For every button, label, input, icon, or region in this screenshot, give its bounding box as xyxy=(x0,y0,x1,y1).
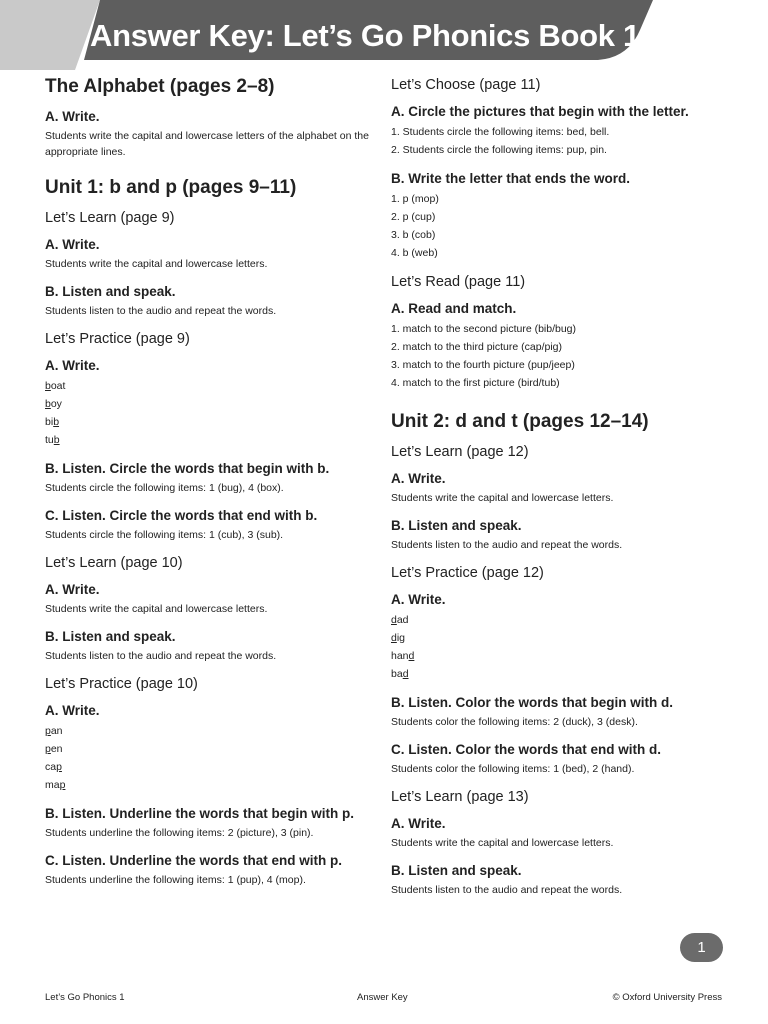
list-item: dig xyxy=(391,632,406,644)
learn10-a-text: Students write the capital and lowercase letters. xyxy=(45,603,268,615)
list-item: bad xyxy=(391,668,409,680)
practice10-c-title: C. Listen. Underline the words that end with p. xyxy=(45,853,343,868)
learn12-b-text: Students listen to the audio and repeat the words. xyxy=(391,539,623,551)
practice12-b-text: Students color the following items: 2 (duck), 3 (desk). xyxy=(391,716,638,728)
left-column xyxy=(45,75,375,898)
learn13-b-title: B. Listen and speak. xyxy=(391,863,522,878)
list-item: boat xyxy=(45,380,66,392)
unit2-heading: Unit 2: d and t (pages 12–14) xyxy=(391,411,649,432)
page-number-badge: 1 xyxy=(680,933,723,962)
read11-a-title: A. Read and match. xyxy=(391,301,517,316)
header-banner xyxy=(0,0,768,70)
list-item: tub xyxy=(45,434,60,446)
list-item: boy xyxy=(45,398,62,410)
learn10-b-text: Students listen to the audio and repeat the words. xyxy=(45,650,277,662)
choose11-heading: Let’s Choose (page 11) xyxy=(391,77,541,93)
learn10-a-title: A. Write. xyxy=(45,582,100,597)
footer-section: Answer Key xyxy=(357,992,408,1003)
list-item: 1. p (mop) xyxy=(391,193,439,205)
right-column xyxy=(391,75,721,908)
practice10-c-text: Students underline the following items: 1 (pup), 4 (mop). xyxy=(45,874,306,886)
learn13-b-text: Students listen to the audio and repeat the words. xyxy=(391,884,623,896)
practice10-heading: Let’s Practice (page 10) xyxy=(45,676,198,692)
alphabet-a-title: A. Write. xyxy=(45,109,100,124)
practice12-a-title: A. Write. xyxy=(391,592,446,607)
choose11-b-title: B. Write the letter that ends the word. xyxy=(391,171,631,186)
list-item: 4. b (web) xyxy=(391,247,438,259)
practice9-b-text: Students circle the following items: 1 (bug), 4 (box). xyxy=(45,482,284,494)
list-item: bib xyxy=(45,416,60,428)
practice9-heading: Let’s Practice (page 9) xyxy=(45,331,190,347)
learn13-a-text: Students write the capital and lowercase letters. xyxy=(391,837,614,849)
page-title: Answer Key: Let’s Go Phonics Book 1 xyxy=(90,18,640,53)
list-item: 2. p (cup) xyxy=(391,211,436,223)
practice12-c-title: C. Listen. Color the words that end with d. xyxy=(391,742,661,757)
list-item: 3. b (cob) xyxy=(391,229,436,241)
list-item: 3. match to the fourth picture (pup/jeep) xyxy=(391,359,575,371)
alphabet-heading: The Alphabet (pages 2–8) xyxy=(45,76,275,97)
practice9-b-title: B. Listen. Circle the words that begin with b. xyxy=(45,461,330,476)
unit1-heading: Unit 1: b and p (pages 9–11) xyxy=(45,177,297,198)
learn9-a-text: Students write the capital and lowercase letters. xyxy=(45,258,268,270)
practice12-heading: Let’s Practice (page 12) xyxy=(391,565,544,581)
list-item: hand xyxy=(391,650,415,662)
footer-copyright: © Oxford University Press xyxy=(612,992,722,1003)
read11-a-list xyxy=(391,320,721,392)
list-item: 2. match to the third picture (cap/pig) xyxy=(391,341,562,353)
learn13-a-title: A. Write. xyxy=(391,816,446,831)
learn12-a-title: A. Write. xyxy=(391,471,446,486)
practice12-c-text: Students color the following items: 1 (bed), 2 (hand). xyxy=(391,763,635,775)
practice10-b-title: B. Listen. Underline the words that begin with p. xyxy=(45,806,355,821)
learn10-heading: Let’s Learn (page 10) xyxy=(45,555,183,571)
learn9-b-title: B. Listen and speak. xyxy=(45,284,176,299)
learn9-heading: Let’s Learn (page 9) xyxy=(45,210,175,226)
choose11-a-list xyxy=(391,123,721,159)
practice12-word-list xyxy=(391,611,721,683)
practice10-a-title: A. Write. xyxy=(45,703,100,718)
practice10-word-list xyxy=(45,722,375,794)
practice9-word-list xyxy=(45,377,375,449)
practice10-b-text: Students underline the following items: 2 (picture), 3 (pin). xyxy=(45,827,314,839)
list-item: 4. match to the first picture (bird/tub) xyxy=(391,377,560,389)
learn12-b-title: B. Listen and speak. xyxy=(391,518,522,533)
practice9-c-text: Students circle the following items: 1 (cub), 3 (sub). xyxy=(45,529,284,541)
learn9-a-title: A. Write. xyxy=(45,237,100,252)
list-item: map xyxy=(45,779,66,791)
list-item: 1. Students circle the following items: bed, bell. xyxy=(391,126,610,138)
list-item: 2. Students circle the following items: pup, pin. xyxy=(391,144,607,156)
practice9-c-title: C. Listen. Circle the words that end with b. xyxy=(45,508,318,523)
list-item: 1. match to the second picture (bib/bug) xyxy=(391,323,577,335)
read11-heading: Let’s Read (page 11) xyxy=(391,274,526,290)
practice12-b-title: B. Listen. Color the words that begin with d. xyxy=(391,695,673,710)
footer-book-title: Let’s Go Phonics 1 xyxy=(45,992,125,1003)
list-item: cap xyxy=(45,761,62,773)
alphabet-a-text: Students write the capital and lowercase letters of the alphabet on the appropriate lines. xyxy=(45,130,369,158)
list-item: pan xyxy=(45,725,63,737)
learn13-heading: Let’s Learn (page 13) xyxy=(391,789,529,805)
learn12-a-text: Students write the capital and lowercase letters. xyxy=(391,492,614,504)
practice9-a-title: A. Write. xyxy=(45,358,100,373)
list-item: pen xyxy=(45,743,63,755)
choose11-b-list xyxy=(391,190,721,262)
learn12-heading: Let’s Learn (page 12) xyxy=(391,444,529,460)
choose11-a-title: A. Circle the pictures that begin with the letter. xyxy=(391,104,689,119)
learn9-b-text: Students listen to the audio and repeat the words. xyxy=(45,305,277,317)
list-item: dad xyxy=(391,614,409,626)
learn10-b-title: B. Listen and speak. xyxy=(45,629,176,644)
